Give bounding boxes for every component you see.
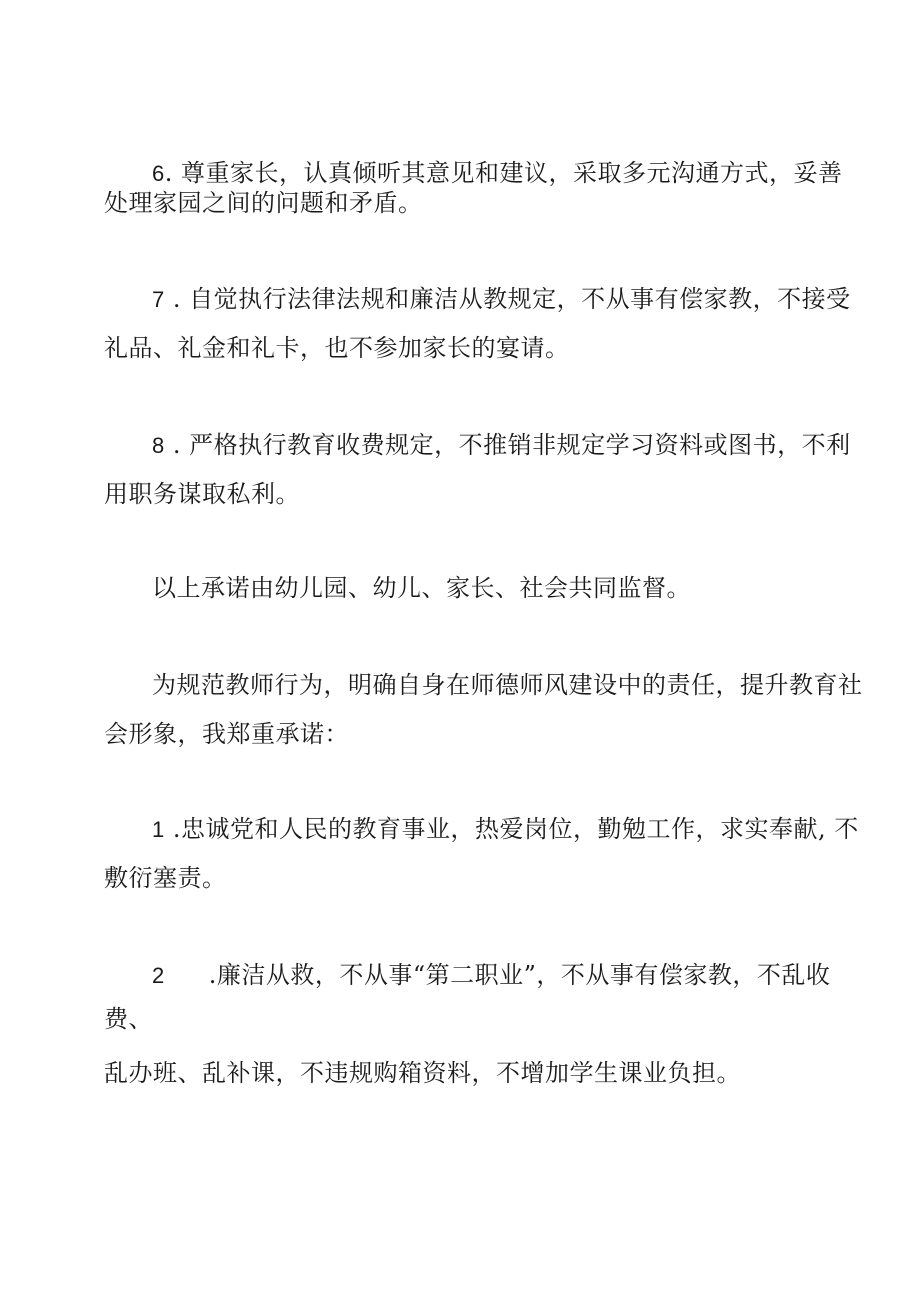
- supervision-statement: 以上承诺由幼儿园、幼儿、家长、社会共同监督。: [152, 574, 691, 602]
- intro-line-1: 为规范教师行为，明确自身在师德师风建设中的责任，提升教育社: [152, 671, 863, 699]
- pledge-2-line-1: [152, 960, 830, 991]
- item-7-text: . 自觉执行法律法规和廉洁从教规定，不从事有偿家教，不接受: [164, 285, 851, 313]
- item-7-number: 7: [152, 287, 165, 312]
- item-6-text: . 尊重家长，认真倾听其意见和建议，采取多元沟通方式，妥善: [164, 159, 843, 187]
- item-7-line-2: 礼品、礼金和礼卡，也不参加家长的宴请。: [104, 334, 570, 362]
- pledge-2-line-3: 乱办班、乱补课，不违规购箱资料，不增加学生课业负担。: [104, 1059, 741, 1087]
- item-6-line-1: [152, 158, 843, 189]
- pledge-2-number: 2: [152, 963, 165, 988]
- item-6-number: 6: [152, 161, 165, 186]
- item-8-number: 8: [152, 433, 165, 458]
- pledge-1-line-2: 敷衍塞责。: [104, 864, 227, 892]
- pledge-2-text: .廉洁从救，不从事“第二职业”，不从事有偿家教，不乱收: [208, 961, 831, 989]
- pledge-1-line-1: [152, 814, 859, 845]
- item-8-text: . 严格执行教育收费规定，不推销非规定学习资料或图书，不利: [164, 431, 851, 459]
- pledge-1-text: .忠诚党和人民的教育事业，热爱岗位，勤勉工作，求实奉献, 不: [164, 815, 859, 843]
- item-7-line-1: [152, 284, 851, 315]
- pledge-1-number: 1: [152, 817, 165, 842]
- intro-line-2: 会形象，我郑重承诺：: [104, 720, 349, 748]
- item-6-line-2: 处理家园之间的问题和矛盾。: [104, 189, 423, 217]
- item-8-line-1: [152, 430, 851, 461]
- pledge-2-line-2: 费、: [104, 1005, 153, 1033]
- item-8-line-2: 用职务谋取私利。: [104, 480, 300, 508]
